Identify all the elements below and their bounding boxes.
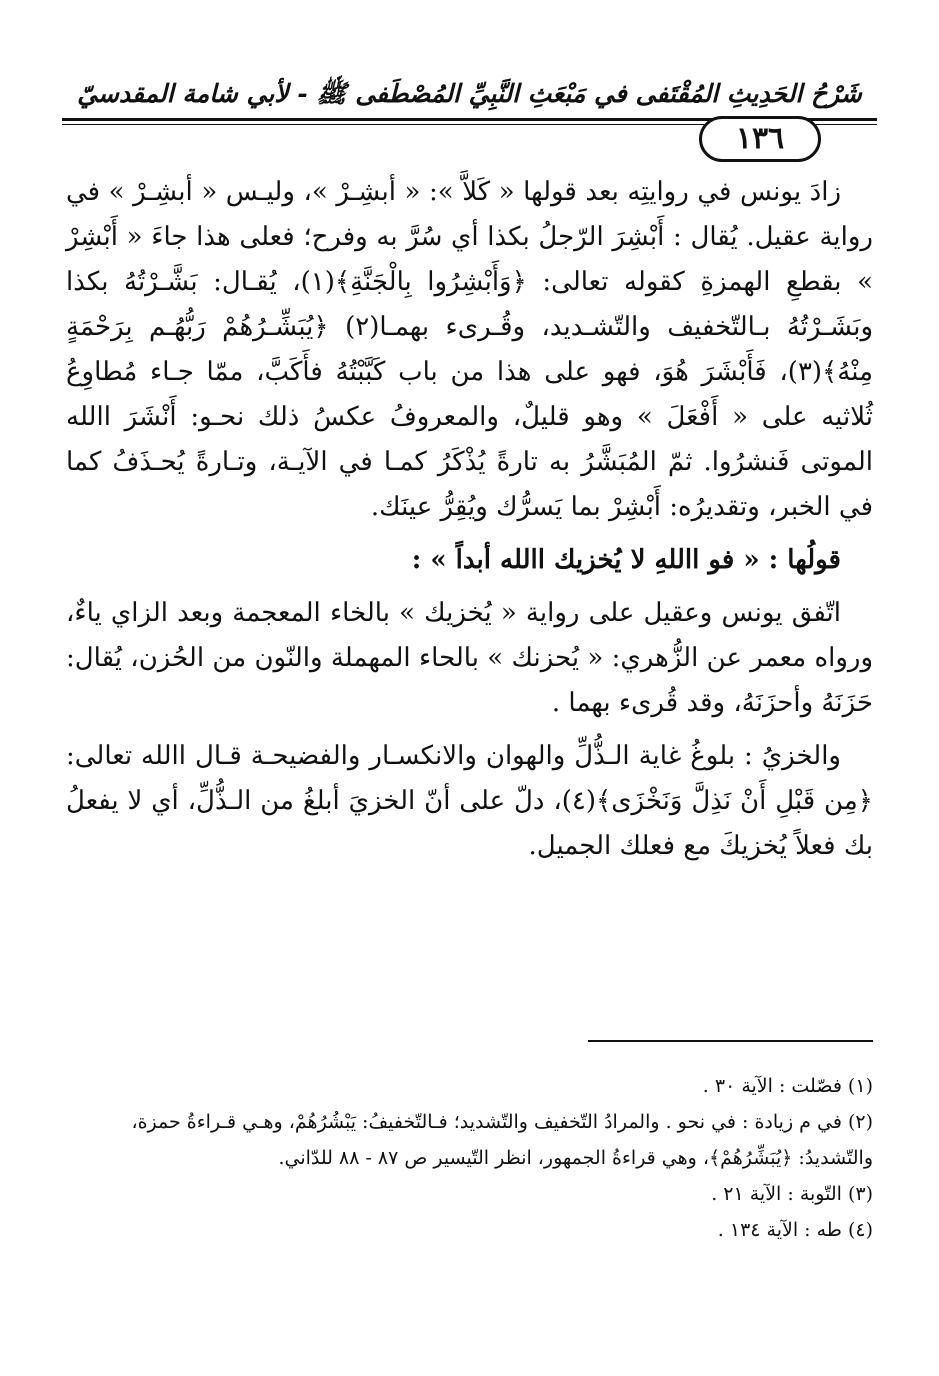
paragraph: اتّفق يونس وعقيل على رواية « يُخزيك » بالخاء المعجمة وبعد الزاي ياءٌ، ورواه معمر عن الزُّهري: « يُحزنك » بالحاء المهملة والنّون من الحُزن، يُقال: حَزَنَهُ وأحزَنَهُ، وقد قُرىء بهما .	[66, 598, 873, 718]
running-title: شَرْحُ الحَدِيثِ المُقْتَفى في مَبْعَثِ النَّبِيِّ المُصْطَفى ﷺ - لأبي شامة المقدسيّ	[77, 79, 862, 108]
footnote-2: (٢) في م زيادة : في نحو . والمرادُ التّخفيف والتّشديد؛ فـالتّخفيفُ: يَبْشُرُهُمْ، وهـي قـراءةُ حمزة، والتّشديدُ: ﴿يُبَشِّرُهُمْ﴾، وهي قراءةُ الجمهور، انظر التّيسير ص ٨٧ - ٨٨ للدّاني.	[131, 1111, 873, 1169]
footnotes	[66, 1068, 873, 1248]
main-text	[66, 170, 873, 877]
footnote-3: (٣) التّوبة : الآية ٢١ .	[711, 1183, 873, 1205]
footnote-divider	[588, 1040, 873, 1042]
paragraph: والخزيُ : بلوغُ غاية الـذُّلِّ والهوان والانكسـار والفضيحـة قـال االله تعالى: ﴿مِن قَبْلِ أَنْ نَذِلَّ وَنَخْزَى﴾(٤)، دلّ على أنّ الخزيَ أبلغُ من الـذُّلِّ، أي لا يفعلُ بك فعلاً يُخزيكَ مع فعلك الجميل.	[66, 741, 873, 861]
paragraph: زادَ يونس في روايتِه بعد قولها « كَلاَّ »: « أبشِـرْ »، وليـس « أبشِـرْ » في رواية عقيل. يُقال : أَبْشِرَ الرّجلُ بكذا أي سُرَّ به وفرح؛ فعلى هذا جاءَ « أَبْشِرْ » بقطعِ الهمزةِ كقوله تعالى: ﴿وَأَبْشِرُوا بِالْجَنَّةِ﴾(١)، يُقـال: بَشَّـرْتُهُ بكذا وبَشَـرْتُهُ بـالتّخفيف والتّشـديد، وقُـرىء بهمـا(٢) ﴿يُبَشِّـرُهُمْ رَبُّهُـم بِرَحْمَةٍ مِنْهُ﴾(٣)، فَأَبْشَرَ هُوَ، فهو على هذا من باب كَبَّبْتُهُ فأَكَبَّ، ممّا جـاء مُطاوِعُ ثُلاثيه على « أَفْعَلَ » وهو قليلٌ، والمعروفُ عكسُ ذلك نحـو: أَنْشَرَ االله الموتى فَنشرُوا. ثمّ المُبَشَّرُ به تارةً يُذْكَرُ كمـا في الآيـة، وتـارةً يُحـذَفُ كما في الخبر، وتقديرُه: أَبْشِرْ بما يَسرُّك ويُقِرُّ عينَك.	[66, 177, 873, 522]
footnote-1: (١) فصّلت : الآية ٣٠ .	[702, 1075, 873, 1097]
section-heading: قولُها : « فو االلهِ لا يُخزيك االله أبداً » :	[411, 545, 841, 575]
page-number-badge: ١٣٦	[699, 116, 821, 162]
footnote-4: (٤) طه : الآية ١٣٤ .	[717, 1219, 873, 1241]
